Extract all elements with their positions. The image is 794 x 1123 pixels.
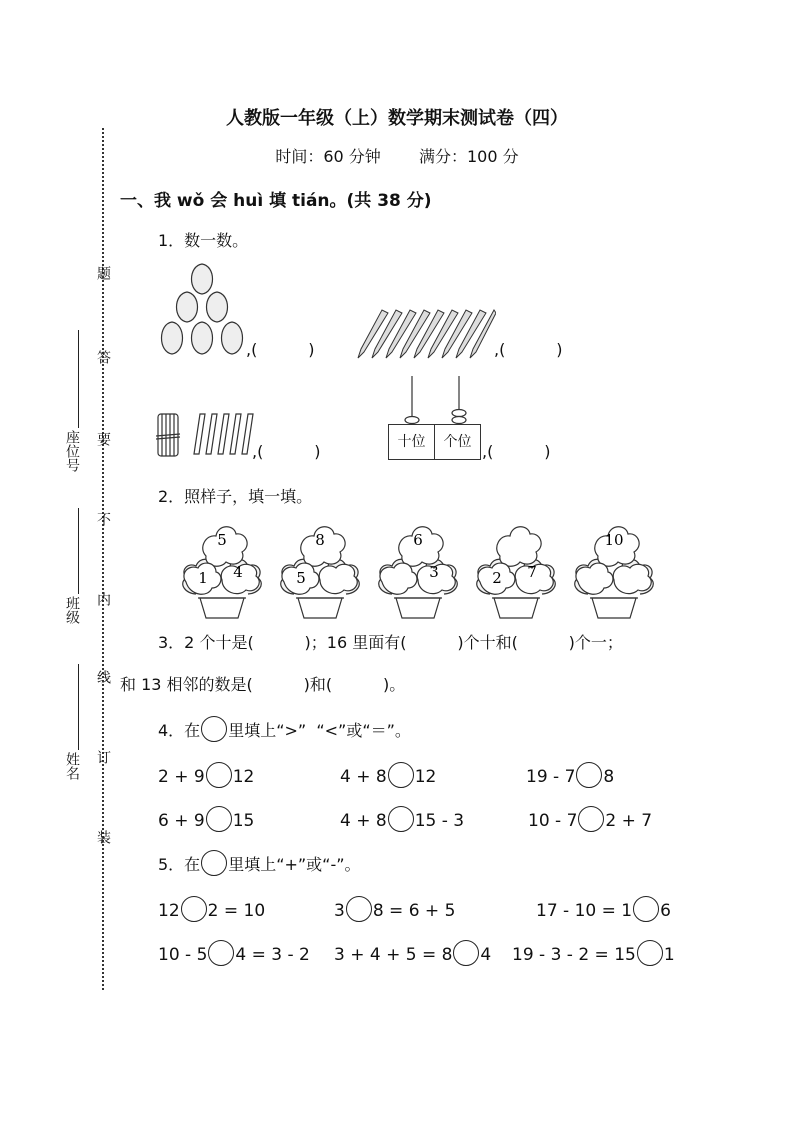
flower-pot-picture	[176, 520, 268, 620]
seal-char: 要	[95, 432, 111, 446]
flower-pot-picture	[470, 520, 562, 620]
equation-left: 10 - 7	[528, 811, 578, 831]
flower-pot-picture	[274, 520, 366, 620]
seal-char: 答	[95, 350, 111, 364]
operator-equation	[512, 940, 675, 966]
operator-equation	[158, 940, 310, 966]
seal-char: 不	[95, 512, 111, 526]
equation-right: 6	[660, 901, 671, 921]
question-3-line-2[interactable]: 和 13 相邻的数是( )和( )。	[120, 675, 406, 694]
question-1-label: 1．数一数。	[158, 231, 249, 250]
equation-left: 4 + 8	[340, 767, 387, 787]
abacus-picture	[388, 376, 482, 460]
equation-right: 8	[603, 767, 615, 787]
circle-icon	[201, 716, 227, 742]
operator-equation	[158, 896, 265, 922]
answer-circle[interactable]	[181, 896, 207, 922]
flower-right-number: 4	[233, 563, 243, 581]
answer-circle[interactable]	[206, 806, 232, 832]
answer-blank[interactable]: ,( )	[252, 442, 321, 461]
exam-info	[0, 144, 794, 167]
equation-right: 15	[232, 811, 255, 831]
flower-top-number: 5	[217, 531, 227, 549]
circle-icon	[201, 850, 227, 876]
equation-right: 8 = 6 + 5	[372, 901, 456, 921]
answer-circle[interactable]	[346, 896, 372, 922]
answer-circle[interactable]	[633, 896, 659, 922]
pencils-picture	[352, 306, 496, 360]
answer-circle[interactable]	[637, 940, 663, 966]
seat-number-label: 座位号	[64, 430, 80, 472]
tens-place-label: 十位	[388, 424, 435, 460]
flower-top-number: 6	[413, 531, 423, 549]
equation-right: 12	[414, 767, 437, 787]
seal-char: 线	[95, 670, 111, 684]
answer-blank[interactable]: ,( )	[482, 442, 551, 461]
equation-left: 6 + 9	[158, 811, 205, 831]
question-5-label-b: 里填上“+”或“-”。	[228, 855, 361, 874]
equation-left: 19 - 3 - 2 = 15	[512, 945, 636, 965]
compare-equation	[158, 806, 254, 832]
abacus-rods	[388, 376, 482, 426]
seal-char: 内	[95, 592, 111, 606]
equation-left: 12	[158, 901, 180, 921]
operator-equation	[334, 940, 491, 966]
question-4-label	[158, 716, 411, 742]
compare-equation	[528, 806, 652, 832]
equation-right: 1	[663, 945, 675, 965]
flower-top-number: 8	[315, 531, 325, 549]
name-line[interactable]	[78, 664, 79, 750]
answer-circle[interactable]	[388, 762, 414, 788]
compare-equation	[340, 762, 436, 788]
equation-right: 15 - 3	[414, 811, 465, 831]
question-3-line-1[interactable]: 3．2 个十是( )；16 里面有( )个十和( )个一；	[158, 633, 623, 652]
question-5-label	[158, 850, 361, 876]
equation-left: 19 - 7	[526, 767, 576, 787]
class-line[interactable]	[78, 508, 79, 594]
flower-top-number: 10	[604, 531, 624, 549]
compare-equation	[158, 762, 254, 788]
flower-right-number: 7	[527, 563, 537, 581]
flower-pot-picture	[568, 520, 660, 620]
equation-right: 12	[232, 767, 255, 787]
operator-equation	[334, 896, 455, 922]
answer-circle[interactable]	[453, 940, 479, 966]
equation-left: 3 + 4 + 5 = 8	[334, 945, 453, 965]
flower-left-number: 1	[198, 569, 208, 587]
answer-circle[interactable]	[206, 762, 232, 788]
equation-right: 2 = 10	[207, 901, 266, 921]
answer-blank[interactable]: ,( )	[246, 340, 315, 359]
page-title: 人教版一年级（上）数学期末测试卷（四）	[226, 108, 568, 129]
flower-left-number: 2	[492, 569, 502, 587]
seal-char: 订	[95, 750, 111, 764]
question-5-label-a: 5．在	[158, 855, 201, 874]
answer-circle[interactable]	[576, 762, 602, 788]
equation-left: 2 + 9	[158, 767, 205, 787]
score-label: 满分：100 分	[419, 147, 519, 166]
time-label: 时间：60 分钟	[275, 147, 381, 166]
flower-right-number: 3	[429, 563, 439, 581]
ones-place-label: 个位	[434, 424, 481, 460]
flower-left-number: 5	[296, 569, 306, 587]
equation-left: 10 - 5	[158, 945, 208, 965]
question-4-label-a: 4．在	[158, 721, 201, 740]
operator-equation	[536, 896, 671, 922]
equation-right: 4	[480, 945, 492, 965]
peach-pile-picture	[154, 262, 250, 358]
compare-equation	[526, 762, 614, 788]
counting-sticks-picture	[156, 410, 256, 460]
answer-circle[interactable]	[388, 806, 414, 832]
binding-dotted-line	[102, 128, 104, 990]
question-2-label: 2．照样子，填一填。	[158, 487, 313, 506]
section-heading: 一、我 wǒ 会 huì 填 tián。(共 38 分)	[120, 191, 432, 211]
seal-char: 题	[95, 266, 111, 280]
seal-char: 装	[95, 830, 111, 844]
answer-circle[interactable]	[578, 806, 604, 832]
equation-right: 4 = 3 - 2	[235, 945, 310, 965]
flower-pots-row	[176, 520, 656, 620]
name-label: 姓名	[64, 752, 80, 780]
answer-blank[interactable]: ,( )	[494, 340, 563, 359]
question-4-label-b: 里填上“>” “<”或“＝”。	[228, 721, 411, 740]
equation-right: 2 + 7	[605, 811, 653, 831]
compare-equation	[340, 806, 464, 832]
equation-left: 4 + 8	[340, 811, 387, 831]
seat-number-line[interactable]	[78, 330, 79, 428]
answer-circle[interactable]	[208, 940, 234, 966]
flower-pot-picture	[372, 520, 464, 620]
class-label: 班级	[64, 596, 80, 624]
equation-left: 17 - 10 = 1	[536, 901, 633, 921]
equation-left: 3	[334, 901, 345, 921]
